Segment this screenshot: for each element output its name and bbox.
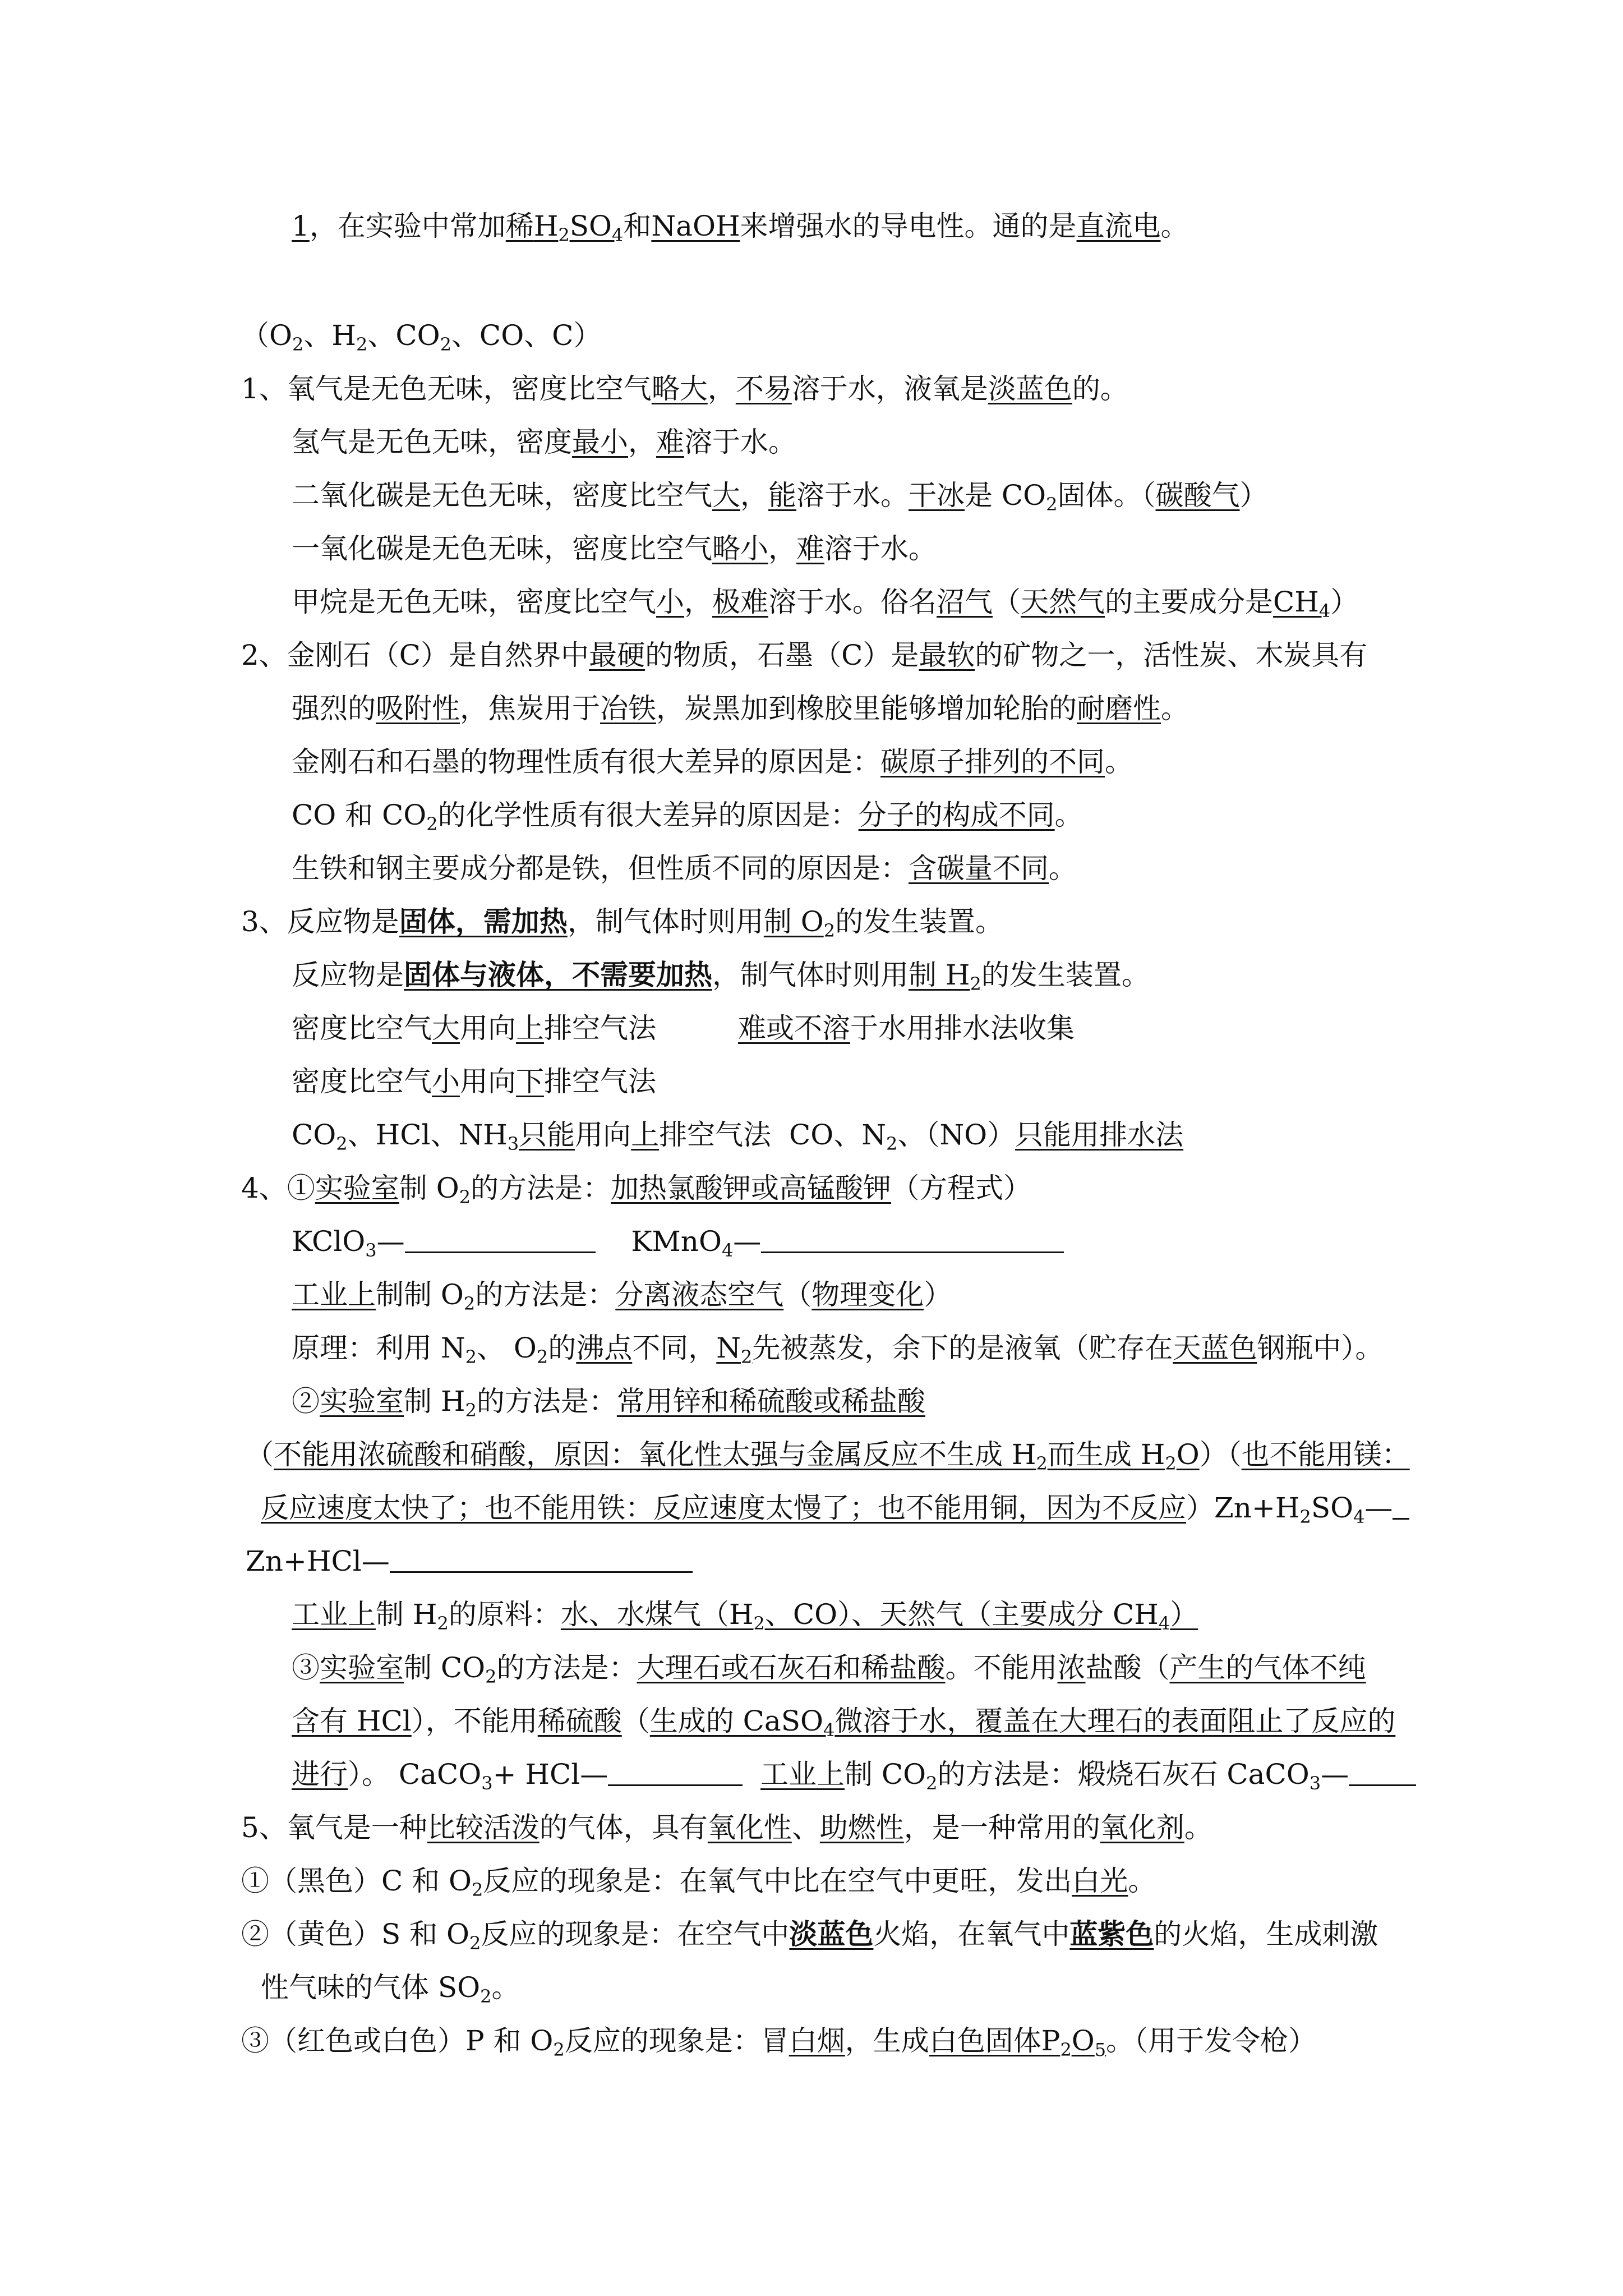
text-line: ②实验室制 $H_2$的方法是：常用锌和稀硫酸或稀盐酸 bbox=[292, 1385, 925, 1421]
text-line: 反应物是固体与液体，不需要加热，制气体时则用制 $H_2$的发生装置。 bbox=[292, 958, 1150, 995]
text-line: 进行）。 CaCO$_3$+ HCl— 工业上制 $CO_2$的方法是：煅烧石灰石 CaCO$_3$— bbox=[292, 1755, 1416, 1794]
text-line: （不能用浓硫酸和硝酸，原因：氧化性太强与金属反应不生成 $H_2$而生成 $H_2O$）（也不能用镁： bbox=[246, 1438, 1410, 1474]
text-line: 密度比空气小用向下排空气法 bbox=[292, 1065, 656, 1098]
text-line: 金刚石和石墨的物理性质有很大差异的原因是：碳原子排列的不同。 bbox=[292, 746, 1133, 778]
text-line: 强烈的吸附性，焦炭用于冶铁，炭黑加到橡胶里能够增加轮胎的耐磨性。 bbox=[292, 692, 1189, 725]
equation-line: KClO$_3$— KMnO$_4$— bbox=[292, 1222, 1064, 1261]
text-line: 1，在实验中常加稀$H_2SO_4$和NaOH来增强水的导电性。通的是直流电。 bbox=[292, 210, 1189, 246]
text-line: 生铁和钢主要成分都是铁，但性质不同的原因是：含碳量不同。 bbox=[292, 852, 1077, 885]
text-line: ②（黄色）S 和 $O_2$反应的现象是：在空气中淡蓝色火焰，在氧气中蓝紫色的火焰，生成刺激 bbox=[241, 1917, 1378, 1954]
answer-blank bbox=[608, 1762, 743, 1786]
text-line: 氢气是无色无味，密度最小，难溶于水。 bbox=[292, 426, 796, 458]
text-line: $CO_2$、HCl、$NH_3$只能用向上排空气法 CO、$N_2$、（NO）只能用排水法 bbox=[292, 1119, 1184, 1154]
text-line: 1、氧气是无色无味，密度比空气略大，不易溶于水，液氧是淡蓝色的。 bbox=[241, 372, 1128, 405]
text-line: 工业上制 $H_2$的原料：水、水煤气（$H_2$、CO）、天然气（主要成分 $CH_4$） bbox=[292, 1598, 1198, 1634]
text-line: 密度比空气大用向上排空气法 bbox=[292, 1012, 656, 1045]
text-line: ①（黑色）C 和 $O_2$反应的现象是：在氧气中比在空气中更旺，发出白光。 bbox=[241, 1865, 1156, 1901]
text-line: 含有 HCl），不能用稀硫酸（生成的 CaSO$_4$微溶于水，覆盖在大理石的表面阻止了反应的 bbox=[292, 1705, 1396, 1741]
text-line: 二氧化碳是无色无味，密度比空气大，能溶于水。干冰是 $CO_2$固体。（碳酸气） bbox=[292, 479, 1268, 515]
text-line: ③实验室制 $CO_2$的方法是：大理石或石灰石和稀盐酸。不能用浓盐酸（产生的气体不纯 bbox=[292, 1651, 1366, 1687]
answer-blank bbox=[761, 1229, 1064, 1253]
section-heading: （$O_2$、$H_2$、$CO_2$、CO、C） bbox=[241, 319, 602, 355]
text-line: 原理：利用 $N_2$、 $O_2$的沸点不同，$N_2$先被蒸发，余下的是液氧（贮存在天蓝色钢瓶中）。 bbox=[292, 1332, 1384, 1368]
text-line: 4、①实验室制 $O_2$的方法是：加热氯酸钾或高锰酸钾（方程式） bbox=[241, 1172, 1032, 1208]
text-line: 工业上制制 $O_2$的方法是：分离液态空气（物理变化） bbox=[292, 1278, 952, 1314]
text-line: 一氧化碳是无色无味，密度比空气略小，难溶于水。 bbox=[292, 532, 937, 565]
answer-blank bbox=[390, 1549, 693, 1573]
answer-blank bbox=[405, 1229, 596, 1253]
text-line: CO 和 $CO_2$的化学性质有很大差异的原因是：分子的构成不同。 bbox=[292, 799, 1083, 835]
equation-line: Zn+HCl— bbox=[246, 1542, 693, 1581]
text-line: 性气味的气体 $SO_2$。 bbox=[261, 1971, 520, 2007]
text-line: 难或不溶于水用排水法收集 bbox=[738, 1012, 1075, 1045]
text-line: 甲烷是无色无味，密度比空气小，极难溶于水。俗名沼气（天然气的主要成分是$CH_4$） bbox=[292, 586, 1359, 622]
text-line: 反应速度太快了；也不能用铁：反应速度太慢了；也不能用铜，因为不反应）$Zn+H_2SO_4—$ bbox=[261, 1488, 1409, 1527]
text-line: ③（红色或白色）P 和 $O_2$反应的现象是：冒白烟，生成白色固体$P_2O_5$。（用于发令枪） bbox=[241, 2024, 1317, 2060]
answer-blank bbox=[1349, 1762, 1416, 1786]
text-line: 3、反应物是固体，需加热，制气体时则用制 $O_2$的发生装置。 bbox=[241, 905, 1004, 941]
text-line: 2、金刚石（C）是自然界中最硬的物质，石墨（C）是最软的矿物之一，活性炭、木炭具有 bbox=[241, 639, 1368, 671]
answer-blank bbox=[1393, 1496, 1409, 1520]
text-line: 5、氧气是一种比较活泼的气体，具有氧化性、助燃性，是一种常用的氧化剂。 bbox=[241, 1811, 1212, 1844]
